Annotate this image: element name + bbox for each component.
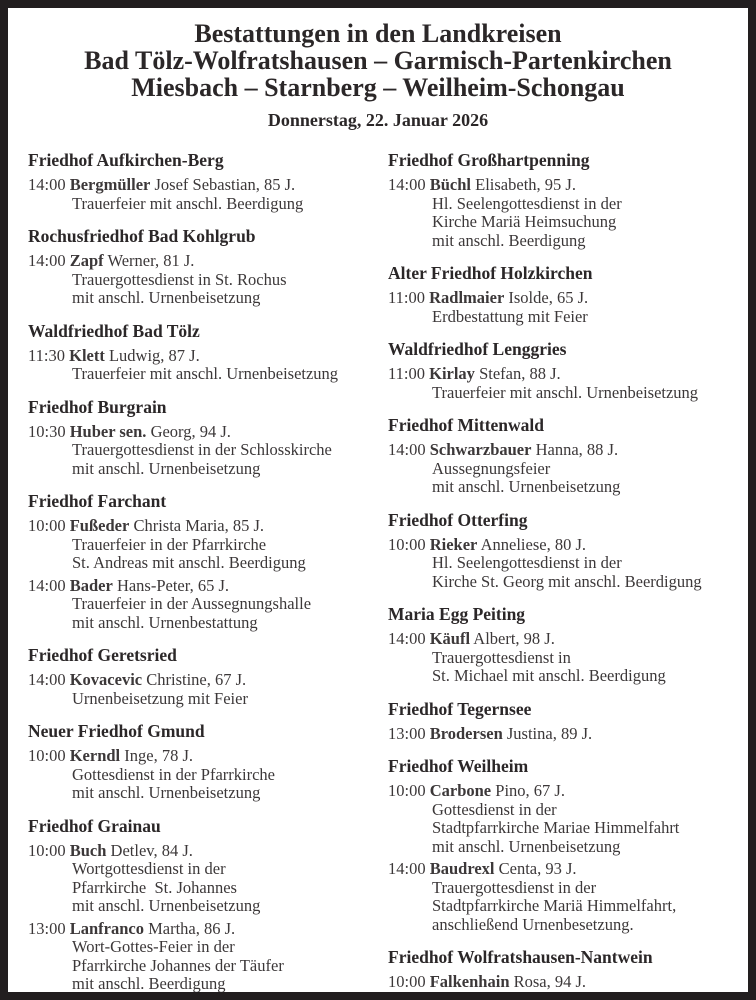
cemetery-section	[388, 511, 733, 592]
column-right	[388, 137, 733, 1000]
entry-detail-line: mit anschl. Urnenbeisetzung	[432, 836, 621, 856]
cemetery-name: Alter Friedhof Holzkirchen	[388, 263, 593, 283]
entry-detail-line: Trauergottesdienst in der	[432, 877, 597, 897]
cemetery-name: Rochusfriedhof Bad Kohlgrub	[28, 226, 256, 246]
entry-time: 11:00	[388, 288, 430, 307]
deceased-info: Anneliese, 80 J.	[477, 534, 586, 554]
cemetery-name: Friedhof Burgrain	[28, 396, 167, 417]
entry-detail-line: Aussegnungsfeier	[432, 458, 551, 478]
entry-time: 14:00	[28, 575, 70, 595]
deceased-name: Büchl	[429, 175, 471, 194]
entry-detail-line: mit anschl. Urnenbestattung	[72, 612, 258, 632]
entry-detail-line: Trauergottesdienst in	[432, 647, 571, 667]
entry-detail-line: Trauerfeier mit anschl. Urnenbeisetzung	[432, 382, 699, 402]
entry-detail-line: Trauerfeier in der Pfarrkirche	[72, 534, 267, 554]
deceased-name: Huber sen.	[69, 421, 147, 441]
entry-detail-line: mit anschl. Beerdigung	[72, 974, 226, 993]
entry-detail-line: Gottesdienst in der Pfarrkirche	[72, 764, 275, 784]
entry-head-line	[28, 517, 373, 536]
page-title-line-3: Miesbach – Starnberg – Weilheim-Schongau	[131, 73, 625, 102]
deceased-info: Rosa, 94 J.	[509, 972, 587, 991]
entry-head-line	[388, 973, 733, 992]
entry-detail-line: Hl. Seelengottesdienst in der	[432, 193, 622, 213]
deceased-name: Radlmaier	[429, 288, 505, 307]
deceased-info: Elisabeth, 95 J.	[471, 175, 576, 194]
funeral-entry	[28, 842, 373, 916]
funeral-entry	[28, 423, 373, 479]
entry-detail-line: Trauerfeier mit anschl. Urnenbeisetzung	[72, 364, 339, 383]
entry-time: 10:00	[388, 972, 430, 991]
deceased-name: Falkenhain	[429, 972, 510, 991]
entry-time: 10:00	[28, 516, 70, 535]
entry-detail-line: Wort-Gottes-Feier in der	[72, 937, 235, 956]
entry-time: 14:00	[28, 670, 70, 689]
entry-head-line	[388, 630, 733, 649]
deceased-info: Isolde, 65 J.	[504, 288, 589, 307]
deceased-info: Christa Maria, 85 J.	[129, 516, 265, 535]
cemetery-section	[28, 492, 373, 632]
entry-detail-line: Trauergottesdienst in der Schlosskirche	[72, 440, 332, 459]
funeral-entry	[28, 747, 373, 803]
deceased-name: Kovacevic	[69, 670, 143, 689]
entry-head-line	[388, 536, 733, 555]
column-left	[28, 137, 373, 994]
deceased-info: Pino, 67 J.	[491, 781, 565, 800]
entry-time: 10:00	[388, 534, 430, 554]
deceased-info: Justina, 89 J.	[502, 723, 593, 743]
entry-head-line	[28, 577, 373, 596]
deceased-name: Rieker	[429, 534, 478, 554]
announcement-columns	[28, 137, 728, 1000]
funeral-entry	[28, 577, 373, 633]
entry-head-line	[28, 671, 373, 690]
cemetery-section	[28, 151, 373, 213]
deceased-name: Kirlay	[429, 364, 475, 383]
entry-detail-line: Kirche St. Georg mit anschl. Beerdigung	[432, 571, 702, 591]
deceased-info: Ludwig, 87 J.	[104, 345, 200, 365]
deceased-name: Bader	[69, 575, 113, 595]
entry-detail-line: Stadtpfarrkirche Mariä Himmelfahrt,	[432, 896, 677, 915]
deceased-info: Josef Sebastian, 85 J.	[150, 175, 296, 194]
deceased-info: Hans-Peter, 65 J.	[112, 575, 230, 595]
deceased-info: Inge, 78 J.	[120, 746, 194, 765]
entry-detail-line: mit anschl. Urnenbeisetzung	[72, 288, 261, 307]
deceased-info: Detlev, 84 J.	[106, 840, 193, 860]
funeral-entry	[388, 289, 733, 326]
funeral-entry	[28, 176, 373, 213]
entry-head-line	[388, 441, 733, 460]
cemetery-section	[388, 340, 733, 402]
cemetery-section	[28, 227, 373, 308]
entry-detail-line: mit anschl. Urnenbeisetzung	[72, 458, 261, 478]
funeral-entry	[28, 920, 373, 994]
funeral-entry	[388, 441, 733, 497]
entry-time: 14:00	[388, 859, 430, 878]
deceased-name: Schwarzbauer	[429, 440, 532, 459]
cemetery-name: Friedhof Otterfing	[388, 509, 528, 530]
cemetery-section	[28, 322, 373, 384]
funeral-entry	[388, 725, 733, 744]
funeral-entry	[388, 536, 733, 592]
cemetery-name: Neuer Friedhof Gmund	[28, 721, 205, 741]
entry-head-line	[388, 782, 733, 801]
deceased-info: Werner, 81 J.	[103, 251, 195, 270]
cemetery-section	[388, 948, 733, 1000]
cemetery-name: Friedhof Weilheim	[388, 756, 529, 776]
deceased-name: Baudrexl	[429, 859, 495, 878]
entry-detail-line: Stadtpfarrkirche Mariae Himmelfahrt	[432, 818, 680, 837]
deceased-info: Stefan, 88 J.	[474, 364, 561, 383]
deceased-info: Martha, 86 J.	[143, 918, 236, 938]
deceased-info: Hanna, 88 J.	[531, 440, 619, 459]
page-title-line-2: Bad Tölz-Wolfratshausen – Garmisch-Partenkirchen	[84, 46, 672, 75]
entry-time: 13:00	[28, 918, 70, 938]
entry-detail-line: Trauerfeier mit anschl. Beerdigung	[72, 193, 304, 213]
entry-detail-line: mit anschl. Urnenbeisetzung	[72, 783, 261, 802]
entry-detail-line: Trauerfeier in der Aussegnungshalle	[72, 594, 312, 613]
funeral-entry	[388, 973, 733, 1000]
deceased-info: Georg, 94 J.	[146, 421, 231, 441]
deceased-info: Centa, 93 J.	[494, 859, 577, 878]
entry-detail-line: mit anschl. Beerdigung	[432, 230, 586, 250]
entry-time: 11:30	[28, 345, 70, 365]
entry-detail-line: St. Michael mit anschl. Beerdigung	[432, 666, 666, 685]
cemetery-name: Friedhof Mittenwald	[388, 415, 545, 435]
cemetery-section	[388, 416, 733, 497]
entry-time: 11:00	[388, 364, 430, 383]
funeral-entry	[388, 860, 733, 934]
entry-head-line	[388, 365, 733, 384]
entry-time: 14:00	[388, 175, 430, 194]
entry-detail-line: Pfarrkirche Johannes der Täufer	[72, 955, 284, 975]
deceased-name: Buch	[69, 840, 107, 860]
entry-head-line	[28, 347, 373, 366]
cemetery-section	[388, 605, 733, 686]
entry-detail-line: mit anschl. Urnenbeisetzung	[432, 477, 621, 496]
cemetery-name: Friedhof Geretsried	[28, 645, 177, 665]
masthead	[28, 20, 728, 130]
entry-head-line	[28, 842, 373, 861]
cemetery-section	[388, 151, 733, 250]
page-title-line-1: Bestattungen in den Landkreisen	[194, 19, 562, 48]
deceased-info: Christine, 67 J.	[142, 670, 247, 689]
deceased-info: Albert, 98 J.	[470, 629, 555, 648]
entry-detail-line: Hl. Seelengottesdienst in der	[432, 553, 622, 572]
cemetery-section	[388, 757, 733, 934]
cemetery-name: Friedhof Aufkirchen-Berg	[28, 150, 224, 170]
funeral-entry	[388, 630, 733, 686]
cemetery-section	[28, 722, 373, 803]
entry-detail-line: Wortgottesdienst in der	[72, 859, 226, 878]
entry-head-line	[28, 423, 373, 442]
deceased-name: Lanfranco	[69, 918, 144, 938]
entry-head-line	[28, 252, 373, 271]
entry-detail-line: Trauerfeier mit anschl. Urnenbeisetzung	[432, 990, 699, 1000]
entry-detail-line: St. Andreas mit anschl. Beerdigung	[72, 553, 306, 572]
cemetery-name: Maria Egg Peiting	[388, 604, 526, 624]
deceased-name: Brodersen	[429, 723, 503, 743]
entry-detail-line: Gottesdienst in der	[432, 799, 557, 819]
funeral-entry	[28, 252, 373, 308]
cemetery-name: Friedhof Grainau	[28, 815, 161, 836]
funeral-entry	[388, 176, 733, 250]
deceased-name: Kerndl	[69, 746, 121, 765]
cemetery-section	[388, 700, 733, 744]
deceased-name: Fußeder	[69, 516, 130, 535]
deceased-name: Zapf	[69, 251, 104, 270]
entry-detail-line: anschließend Urnenbesetzung.	[432, 914, 634, 934]
funeral-entry	[388, 782, 733, 856]
entry-head-line	[388, 176, 733, 195]
entry-time: 14:00	[388, 629, 430, 648]
cemetery-name: Waldfriedhof Lenggries	[388, 339, 567, 359]
entry-detail-line: Pfarrkirche St. Johannes	[72, 877, 237, 897]
entry-time: 14:00	[388, 440, 430, 459]
entry-detail-line: Trauergottesdienst in St. Rochus	[72, 269, 287, 289]
entry-head-line	[28, 747, 373, 766]
entry-time: 14:00	[28, 175, 70, 194]
entry-detail-line: Urnenbeisetzung mit Feier	[72, 688, 248, 708]
publication-date: Donnerstag, 22. Januar 2026	[267, 110, 489, 130]
deceased-name: Käufl	[429, 629, 471, 648]
entry-time: 10:00	[28, 840, 70, 860]
deceased-name: Klett	[69, 345, 105, 365]
entry-detail-line: Kirche Mariä Heimsuchung	[432, 212, 617, 231]
cemetery-name: Friedhof Wolfratshausen-Nantwein	[388, 947, 653, 967]
cemetery-section	[388, 264, 733, 326]
cemetery-section	[28, 646, 373, 708]
entry-head-line	[388, 725, 733, 744]
cemetery-name: Friedhof Farchant	[28, 491, 167, 511]
entry-time: 10:00	[388, 781, 430, 800]
cemetery-section	[28, 398, 373, 479]
entry-head-line	[28, 920, 373, 939]
funeral-entry	[28, 347, 373, 384]
deceased-name: Bergmüller	[69, 175, 151, 194]
entry-time: 14:00	[28, 251, 70, 270]
cemetery-section	[28, 817, 373, 994]
funeral-entry	[388, 365, 733, 402]
entry-head-line	[388, 289, 733, 308]
entry-detail-line: Erdbestattung mit Feier	[432, 306, 588, 326]
entry-detail-line: mit anschl. Urnenbeisetzung	[72, 896, 261, 915]
entry-head-line	[28, 176, 373, 195]
deceased-name: Carbone	[429, 781, 492, 800]
page-content	[8, 8, 748, 1000]
entry-head-line	[388, 860, 733, 879]
funeral-entry	[28, 671, 373, 708]
cemetery-name: Friedhof Großhartpenning	[388, 150, 590, 170]
entry-time: 13:00	[388, 723, 430, 743]
funeral-entry	[28, 517, 373, 573]
entry-time: 10:00	[28, 746, 70, 765]
cemetery-name: Friedhof Tegernsee	[388, 698, 532, 719]
entry-time: 10:30	[28, 421, 70, 441]
cemetery-name: Waldfriedhof Bad Tölz	[28, 320, 200, 341]
